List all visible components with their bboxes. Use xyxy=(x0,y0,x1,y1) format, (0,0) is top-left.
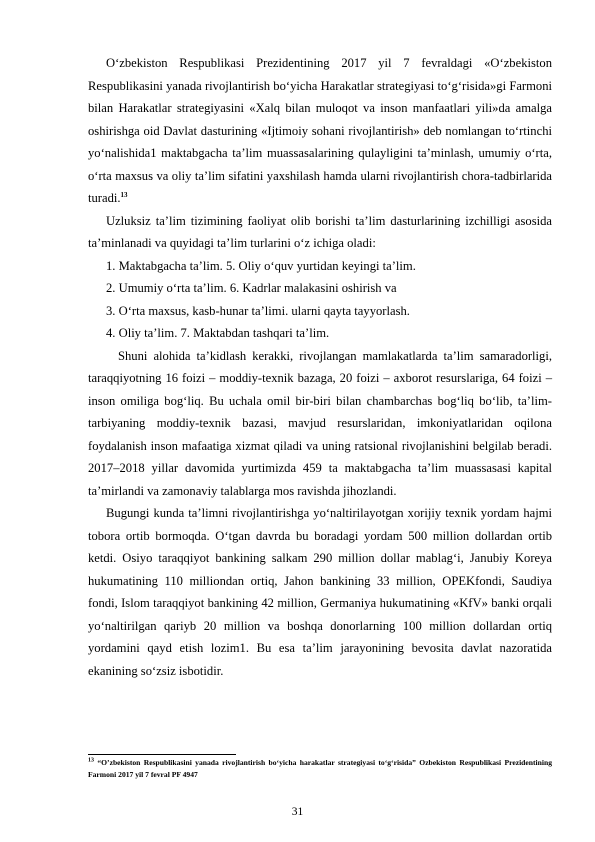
page-body xyxy=(88,52,552,682)
footnote-number: 13 xyxy=(88,757,94,764)
paragraph xyxy=(88,52,552,210)
footnote-text: “O’zbekiston Respublikasini yanada rivojlantirish bo‘yicha harakatlar strategiyasi to‘g‘risida” Ozbekiston Respublikasi Prezidentining Farmoni 2017 yil 7 fevral PF 4947 xyxy=(88,758,552,779)
page-number: 31 xyxy=(291,806,304,818)
list-item: 3. O‘rta maxsus, kasb-hunar ta’limi. ularni qayta tayyorlash. xyxy=(106,303,410,318)
list-item: 2. Umumiy o‘rta ta’lim. 6. Kadrlar malakasini oshirish va xyxy=(106,281,397,295)
list-item: 1. Maktabgacha ta’lim. 5. Oliy o‘quv yurtidan keyingi ta’lim. xyxy=(106,258,416,273)
paragraph: Shuni alohida ta’kidlash kerakki, rivojlangan mamlakatlarda ta’lim samaradorligi, taraqqiyotning 16 foizi – moddiy-texnik bazaga, 20 foizi – axborot resurslariga, 64 foizi – inson omiliga bog‘liq. Bu uchala omil bir-biri bilan chambarchas bog‘liq bo‘lib, ta’lim-tarbiyaning moddiy-texnik bazasi, mavjud resurslaridan, imkoniyatlaridan oqilona foydalanish inson mafaatiga xizmat qiladi va uning ratsional rivojlanishini belgilab beradi. 2017–2018 yillar davomida yurtimizda 459 ta maktabgacha ta’lim muassasasi kapital ta’mirlandi va zamonaviy talablarga mos ravishda jihozlandi. xyxy=(88,348,552,498)
paragraph: Bugungi kunda ta’limni rivojlantirishga yo‘naltirilayotgan xorijiy texnik yordam hajmi tobora ortib bormoqda. O‘tgan davrda bu boradagi yordam 500 million dollardan ortib ketdi. Osiyo taraqqiyot bankining salkam 290 million dollar mablag‘i, Janubiy Koreya hukumatining 110 milliondan ortiq, Jahon bankining 33 million, OPEKfondi, Saudiya fondi, Islom taraqqiyot bankining 42 million, Germaniya hukumatining «KfV» banki orqali yo‘naltirilgan qariyb 20 million va boshqa donorlarning 100 million dollardan ortiq yordamini qayd etish lozim1. Bu esa ta’lim jarayonining bevosita davlat nazoratida ekanining so‘zsiz isbotidir. xyxy=(88,506,552,678)
footnote xyxy=(88,757,552,780)
footnote-divider xyxy=(88,754,236,755)
paragraph: Uzluksiz ta’lim tizimining faoliyat olib borishi ta’lim dasturlarining izchilligi asosida ta’minlanadi va quyidagi ta’lim turlarini o‘z ichiga oladi: xyxy=(88,213,552,250)
footnote-ref[interactable]: 13 xyxy=(120,190,128,199)
paragraph-text: O‘zbekiston Respublikasi Prezidentining 2017 yil 7 fevraldagi «O‘zbekiston Respublikasini yanada rivojlantirish bo‘yicha Harakatlar strategiyasi to‘g‘risida»gi Farmoni bilan Harakatlar strategiyasini «Xalq bilan muloqot va inson manfaatlari yili»da amalga oshirishga oid Davlat dasturining «Ijtimoiy sohani rivojlantirish» deb nomlangan to‘rtinchi yo‘nalishida1 maktabgacha ta’lim muassasalarining qulayligini ta’minlash, umumiy o‘rta, o‘rta maxsus va oliy ta’lim sifatini yaxshilash hamda ularni rivojlantirish chora-tadbirlarida turadi. xyxy=(88,56,552,205)
list-item: 4. Oliy ta’lim. 7. Maktabdan tashqari ta’lim. xyxy=(106,326,330,340)
